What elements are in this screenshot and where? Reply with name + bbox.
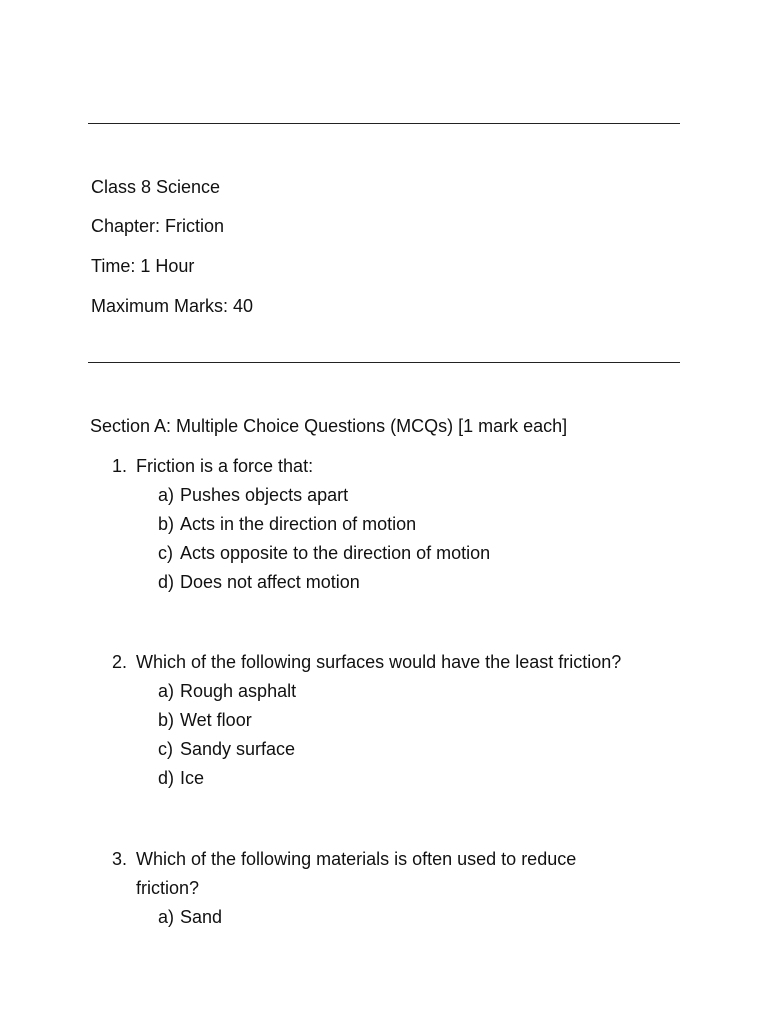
option-list xyxy=(112,903,612,932)
option-a xyxy=(112,481,672,510)
option-letter: a) xyxy=(158,681,175,701)
option-text: Rough asphalt xyxy=(180,681,297,701)
option-text: Wet floor xyxy=(180,710,252,730)
question-stem xyxy=(112,845,612,903)
middle-divider xyxy=(88,362,680,363)
time-label: Time: 1 Hour xyxy=(91,256,195,276)
max-marks-label: Maximum Marks: 40 xyxy=(91,296,254,316)
option-text: Sand xyxy=(180,907,223,927)
option-letter: b) xyxy=(158,514,175,534)
option-letter: d) xyxy=(158,768,175,788)
section-a-title: Section A: Multiple Choice Questions (MCQs) [1 mark each] xyxy=(90,416,568,436)
option-text: Does not affect motion xyxy=(180,572,360,592)
question-1 xyxy=(112,452,672,597)
question-number: 1. xyxy=(112,456,128,476)
question-2 xyxy=(112,648,672,793)
chapter-label: Chapter: Friction xyxy=(91,216,225,236)
top-divider xyxy=(88,123,680,124)
option-b xyxy=(112,510,672,539)
option-d xyxy=(112,568,672,597)
option-b xyxy=(112,706,672,735)
option-letter: c) xyxy=(158,739,173,759)
option-a xyxy=(112,677,672,706)
option-list xyxy=(112,481,672,597)
option-c xyxy=(112,735,672,764)
option-c xyxy=(112,539,672,568)
class-label: Class 8 Science xyxy=(91,177,221,197)
option-letter: c) xyxy=(158,543,173,563)
option-letter: b) xyxy=(158,710,175,730)
question-text: Friction is a force that: xyxy=(136,456,314,476)
question-text: Which of the following surfaces would have the least friction? xyxy=(136,652,622,672)
option-text: Ice xyxy=(180,768,205,788)
option-letter: a) xyxy=(158,485,175,505)
option-text: Pushes objects apart xyxy=(180,485,349,505)
question-text: Which of the following materials is often used to reduce friction? xyxy=(136,849,577,898)
option-text: Sandy surface xyxy=(180,739,296,759)
option-list xyxy=(112,677,672,793)
question-number: 3. xyxy=(112,849,128,869)
option-a xyxy=(112,903,612,932)
question-stem xyxy=(112,452,672,481)
option-letter: a) xyxy=(158,907,175,927)
question-stem xyxy=(112,648,672,677)
question-number: 2. xyxy=(112,652,128,672)
question-3 xyxy=(112,845,612,932)
option-text: Acts opposite to the direction of motion xyxy=(180,543,491,563)
option-letter: d) xyxy=(158,572,175,592)
option-d xyxy=(112,764,672,793)
option-text: Acts in the direction of motion xyxy=(180,514,417,534)
